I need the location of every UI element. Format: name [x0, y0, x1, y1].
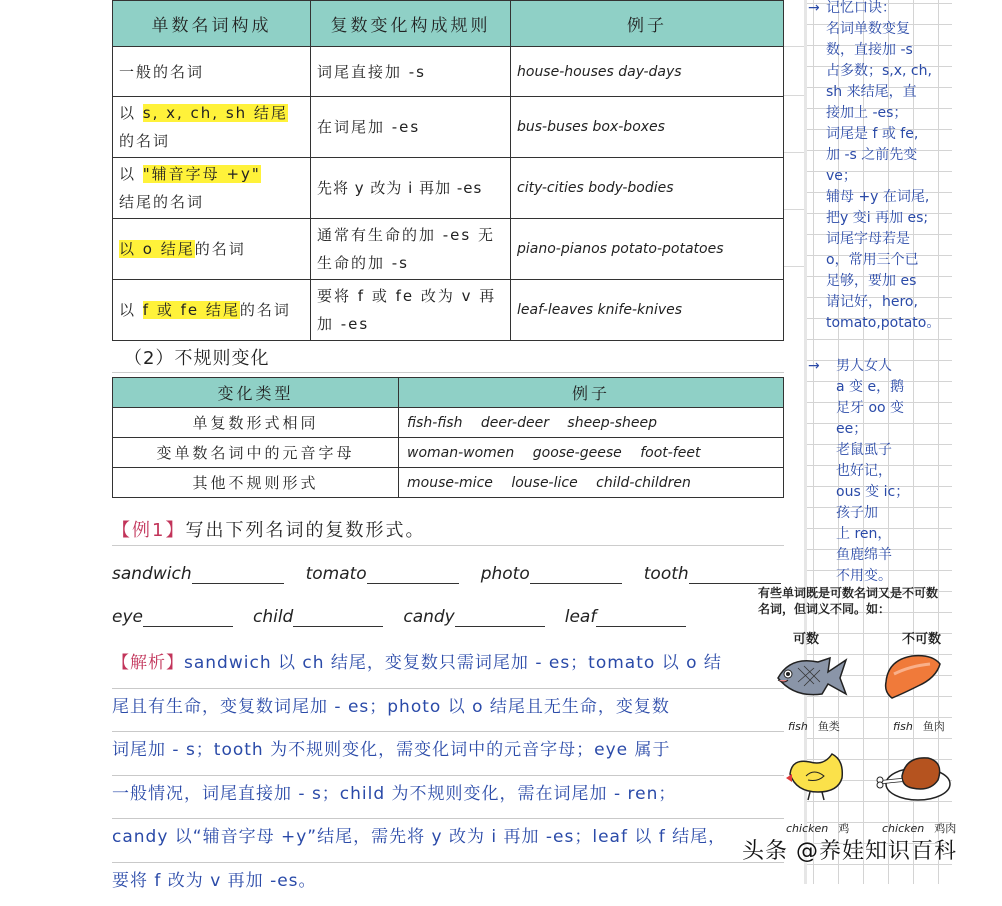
exercise-word: candy [403, 607, 454, 627]
rule-cell: 通常有生命的加 -es 无生命的加 -s [311, 219, 511, 280]
memo-line: 不用变。 [836, 566, 909, 587]
section-rule [112, 372, 784, 373]
table-row [113, 97, 784, 158]
memo-line: 老鼠虱子 [836, 440, 909, 461]
chicken-meat-icon [872, 752, 952, 802]
memory-tip-irregular [808, 356, 909, 587]
answer-blank[interactable] [689, 566, 781, 584]
word: chicken [882, 822, 924, 835]
chicken-icon [784, 748, 848, 802]
margin-rule [784, 46, 804, 47]
table-row [113, 280, 784, 341]
meaning: 鸡 [838, 822, 849, 835]
irregular-plural-table [112, 377, 784, 498]
countable-label: 可数 [793, 628, 819, 647]
fish-meat-label [893, 718, 945, 734]
singular-form-cell [113, 280, 311, 341]
answer-blank[interactable] [455, 609, 545, 627]
header-singular-form: 单数名词构成 [113, 1, 311, 47]
memo-line: 也好记， [836, 461, 909, 482]
rule-cell: 在词尾加 -es [311, 97, 511, 158]
highlighted-text: s, x, ch, sh 结尾 [143, 104, 288, 122]
memo-line: 数，直接加 -s [826, 40, 940, 61]
memo-line: 足牙 oo 变 [836, 398, 909, 419]
memo-line: 占多数；s,x, ch, [826, 61, 940, 82]
memo-line: sh 来结尾，直 [826, 82, 940, 103]
header-change-type: 变化类型 [113, 378, 399, 408]
answer-blank[interactable] [293, 609, 383, 627]
exercise-word: child [253, 607, 293, 627]
memo-line: 上 ren， [836, 524, 909, 545]
meaning: 鸡肉 [934, 822, 956, 835]
form-text: 以 [119, 301, 143, 319]
word: chicken [786, 822, 828, 835]
watermark: 头条 @养娃知识百科 [742, 834, 957, 865]
memo-line: 孩子加 [836, 503, 909, 524]
exercise-row-2 [112, 607, 686, 627]
meaning: 鱼类 [818, 720, 840, 733]
memo-line: 辅母 +y 在词尾, [826, 187, 940, 208]
form-text: 的名词 [195, 240, 246, 258]
memo-line: ve； [826, 166, 940, 187]
header-example: 例子 [511, 1, 784, 47]
margin-rule [784, 152, 804, 153]
analysis-line: 要将 f 改为 v 再加 -es。 [112, 863, 784, 906]
margin-rule [784, 95, 804, 96]
answer-blank[interactable] [530, 566, 622, 584]
analysis-line: 尾且有生命，变复数词尾加 - es；photo 以 o 结尾且无生命，变复数 [112, 689, 784, 733]
form-text: 一般的名词 [119, 63, 204, 81]
note-text: 有些单词既是可数名词又是不可数 [758, 585, 968, 601]
answer-blank[interactable] [367, 566, 459, 584]
fish-meat-icon [882, 652, 944, 700]
form-text: 以 [119, 165, 143, 183]
margin-rule [784, 266, 804, 267]
rule-cell: 要将 f 或 fe 改为 v 再加 -es [311, 280, 511, 341]
example-cell: mouse-mice louse-lice child-children [399, 468, 784, 498]
singular-form-cell [113, 47, 311, 97]
memo-line: 男人女人 [836, 356, 909, 377]
memo-line: 把y 变i 再加 es; [826, 208, 940, 229]
memo-line: 记忆口诀： [826, 0, 940, 19]
change-type-cell: 变单数名词中的元音字母 [113, 438, 399, 468]
exercise-item [253, 607, 383, 627]
example-cell: city-cities body-bodies [511, 158, 784, 219]
margin-rule [784, 209, 804, 210]
analysis-line: candy 以“辅音字母 +y”结尾，需先将 y 改为 i 再加 -es；leaf 以 f 结尾， [112, 819, 784, 863]
analysis-text: sandwich 以 ch 结尾，变复数只需词尾加 - es；tomato 以 o 结 [184, 653, 722, 673]
memo-line: 加 -s 之前先变 [826, 145, 940, 166]
header-example: 例子 [399, 378, 784, 408]
table-header-row [113, 1, 784, 47]
memo-line: tomato,potato。 [826, 313, 940, 334]
exercise-item [306, 564, 459, 584]
exercise-item [644, 564, 781, 584]
example-cell: fish-fish deer-deer sheep-sheep [399, 408, 784, 438]
uncountable-label: 不可数 [902, 628, 941, 647]
example-cell: piano-pianos potato-potatoes [511, 219, 784, 280]
highlighted-text: 以 o 结尾 [119, 240, 195, 258]
section-rule [112, 545, 784, 546]
memo-line: o，常用三个已 [826, 250, 940, 271]
exercise-item [112, 607, 233, 627]
memo-line: a 变 e，鹅 [836, 377, 909, 398]
memo-line: 词尾是 f 或 fe, [826, 124, 940, 145]
highlighted-text: "辅音字母 +y" [143, 165, 261, 183]
analysis-label: 【解析】 [112, 653, 184, 673]
memo-line: 名词单数变复 [826, 19, 940, 40]
countable-uncountable-note [758, 585, 968, 617]
fish-icon [770, 650, 850, 700]
highlighted-text: f 或 fe 结尾 [143, 301, 240, 319]
analysis-block [112, 645, 784, 906]
table-row [113, 219, 784, 280]
singular-form-cell [113, 97, 311, 158]
singular-form-cell [113, 158, 311, 219]
table-header-row [113, 378, 784, 408]
table-row [113, 158, 784, 219]
exercise-word: photo [481, 564, 530, 584]
meaning: 鱼肉 [923, 720, 945, 733]
memo-line: 请记好，hero, [826, 292, 940, 313]
rule-cell: 词尾直接加 -s [311, 47, 511, 97]
exercise-item [403, 607, 544, 627]
fish-label [788, 718, 840, 734]
section-title-irregular: （2）不规则变化 [124, 344, 269, 370]
table-row [113, 47, 784, 97]
header-plural-rule: 复数变化构成规则 [311, 1, 511, 47]
form-text: 以 [119, 104, 143, 122]
analysis-line: 一般情况，词尾直接加 - s；child 为不规则变化，需在词尾加 - ren； [112, 776, 784, 820]
form-text: 的名词 [240, 301, 291, 319]
memo-line: ee； [836, 419, 909, 440]
table-row [113, 468, 784, 498]
memory-tip-regular [808, 0, 940, 334]
exercise-word: tomato [306, 564, 367, 584]
answer-blank[interactable] [192, 566, 284, 584]
memo-line: 鱼鹿绵羊 [836, 545, 909, 566]
change-type-cell: 其他不规则形式 [113, 468, 399, 498]
regular-plural-table [112, 0, 784, 341]
example-label: 【例1】 [112, 520, 185, 541]
memo-line: 足够，要加 es [826, 271, 940, 292]
exercise-item [565, 607, 687, 627]
answer-blank[interactable] [143, 609, 233, 627]
example-cell: woman-women goose-geese foot-feet [399, 438, 784, 468]
exercise-word: eye [112, 607, 143, 627]
rule-cell: 先将 y 改为 i 再加 -es [311, 158, 511, 219]
memo-line: 接加上 -es； [826, 103, 940, 124]
arrow-right-icon: → [808, 0, 820, 19]
example-cell: house-houses day-days [511, 47, 784, 97]
form-text: 结尾的名词 [119, 193, 204, 211]
exercise-word: tooth [644, 564, 689, 584]
memo-line: 词尾字母若是 [826, 229, 940, 250]
exercise-item [481, 564, 622, 584]
singular-form-cell [113, 219, 311, 280]
example-cell: bus-buses box-boxes [511, 97, 784, 158]
change-type-cell: 单复数形式相同 [113, 408, 399, 438]
form-text: 的名词 [119, 132, 170, 150]
example-title [112, 516, 425, 542]
exercise-row-1 [112, 564, 781, 584]
table-row [113, 408, 784, 438]
right-margin [952, 0, 1002, 590]
example-prompt: 写出下列名词的复数形式。 [185, 520, 425, 541]
word: fish [788, 720, 808, 733]
exercise-item [112, 564, 284, 584]
table-row [113, 438, 784, 468]
note-text: 名词，但词义不同。如： [758, 601, 968, 617]
exercise-word: sandwich [112, 564, 192, 584]
answer-blank[interactable] [596, 609, 686, 627]
arrow-right-icon: → [808, 356, 820, 377]
exercise-word: leaf [565, 607, 597, 627]
analysis-line: 词尾加 - s；tooth 为不规则变化，需变化词中的元音字母；eye 属于 [112, 732, 784, 776]
example-cell: leaf-leaves knife-knives [511, 280, 784, 341]
memo-line: ous 变 ic； [836, 482, 909, 503]
analysis-line [112, 645, 784, 689]
word: fish [893, 720, 913, 733]
